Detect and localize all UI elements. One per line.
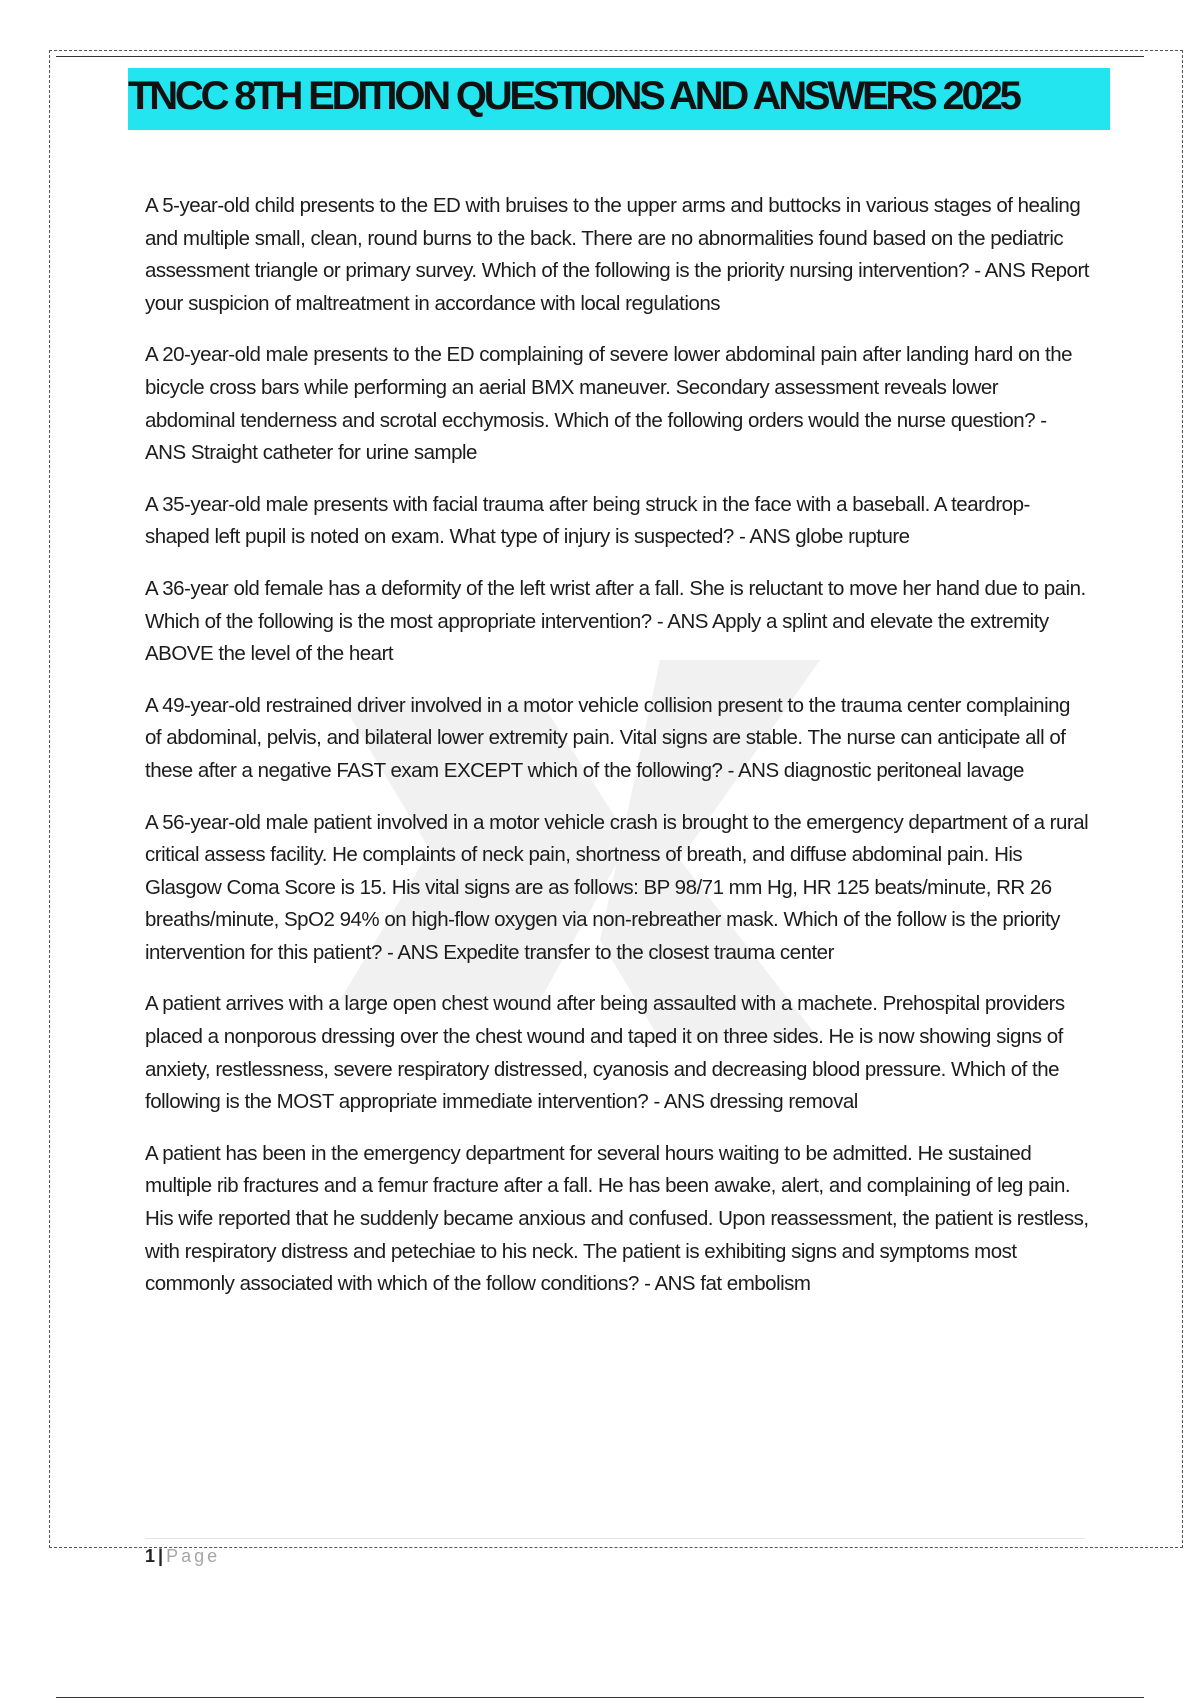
qa-item-3: A 35-year-old male presents with facial trauma after being struck in the face with a baseball. A teardrop-shaped left pupil is noted on exam. What type of injury is suspected? - ANS globe rupture bbox=[145, 492, 1030, 549]
qa-item-7: A patient arrives with a large open chest wound after being assaulted with a machete. Prehospital providers placed a nonporous dressing over the chest wound and taped it on three sides. He is now showing signs of anxiety, restlessness, severe respiratory distressed, cyanosis and decreasing blood pressure. Which of the following is the MOST appropriate immediate intervention? - ANS dressing removal bbox=[145, 992, 1065, 1114]
page-word: Page bbox=[166, 1546, 221, 1566]
page-separator: | bbox=[158, 1546, 164, 1566]
bottom-rule bbox=[56, 1697, 1144, 1698]
page-footer bbox=[145, 1546, 220, 1567]
qa-item-4: A 36-year old female has a deformity of the left wrist after a fall. She is reluctant to move her hand due to pain. Which of the following is the most appropriate intervention? - ANS Apply a splint and elevate the extremity ABOVE the level of the heart bbox=[145, 576, 1086, 666]
document-title: TNCC 8TH EDITION QUESTIONS AND ANSWERS 2025 bbox=[128, 74, 1019, 118]
qa-item-8: A patient has been in the emergency department for several hours waiting to be admitted. He sustained multiple rib fractures and a femur fracture after a fall. He has been awake, alert, and complaining of leg pain. His wife reported that he suddenly became anxious and confused. Upon reassessment, the patient is restless, with respiratory distress and petechiae to his neck. The patient is exhibiting signs and symptoms most commonly associated with which of the follow conditions? - ANS fat embolism bbox=[145, 1141, 1089, 1296]
qa-list bbox=[145, 190, 1090, 1320]
qa-item-2: A 20-year-old male presents to the ED complaining of severe lower abdominal pain after landing hard on the bicycle cross bars while performing an aerial BMX maneuver. Secondary assessment reveals lower abdominal tenderness and scrotal ecchymosis. Which of the following orders would the nurse question? - ANS Straight catheter for urine sample bbox=[145, 343, 1073, 465]
qa-item-1: A 5-year-old child presents to the ED with bruises to the upper arms and buttocks in various stages of healing and multiple small, clean, round burns to the back. There are no abnormalities found based on the pediatric assessment triangle or primary survey. Which of the following is the priority nursing intervention? - ANS Report your suspicion of maltreatment in accordance with local regulations bbox=[145, 194, 1089, 315]
qa-item-6: A 56-year-old male patient involved in a motor vehicle crash is brought to the emergency department of a rural critical assess facility. He complaints of neck pain, shortness of breath, and diffuse abdominal pain. His Glasgow Coma Score is 15. His vital signs are as follows: BP 98/71 mm Hg, HR 125 beats/minute, RR 26 breaths/minute, SpO2 94% on high-flow oxygen via non-rebreather mask. Which of the follow is the priority intervention for this patient? - ANS Expedite transfer to the closest trauma center bbox=[145, 810, 1089, 964]
page-number: 1 bbox=[145, 1546, 156, 1566]
footer-rule bbox=[145, 1538, 1085, 1539]
qa-item-5: A 49-year-old restrained driver involved in a motor vehicle collision present to the trauma center complaining of abdominal, pelvis, and bilateral lower extremity pain. Vital signs are stable. The nurse can anticipate all of these after a negative FAST exam EXCEPT which of the following? - ANS diagnostic peritoneal lavage bbox=[145, 693, 1070, 782]
